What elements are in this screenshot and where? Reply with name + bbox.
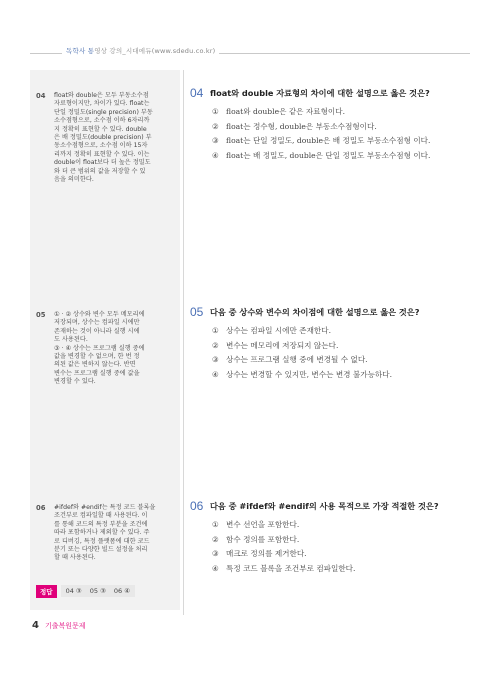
solution-line: 할 때 사용된다. [54, 554, 96, 562]
option-item [212, 105, 462, 120]
question-number: 06 [190, 499, 204, 513]
option-text: float는 정수형, double은 부동소수점형이다. [226, 121, 377, 131]
option-text: float는 단일 정밀도, double은 배 정밀도 부동소수점형 이다. [226, 136, 431, 146]
footer-title: 기출복원문제 [44, 622, 86, 630]
question-text: 다음 중 상수와 변수의 차이점에 대한 설명으로 옳은 것은? [210, 307, 420, 317]
option-mark: ③ [212, 136, 219, 146]
solution-line: 도 사용된다. [54, 336, 88, 344]
solution-line: 의된 값은 변하지 않는다. 반면 [54, 361, 136, 369]
solution-line: 따라 포함하거나 제외할 수 있다. 주 [54, 529, 150, 537]
option-item [212, 120, 462, 135]
answer-item: 04 ③ [65, 587, 82, 595]
option-text: 변수 선언을 포함한다. [226, 520, 300, 529]
solution-line: 저장되며, 상수는 컴파일 시에만 [54, 319, 140, 327]
option-item [212, 149, 462, 164]
option-mark: ② [212, 534, 219, 544]
header-subtitle: 영상 강의_시대에듀(www.sdedu.co.kr) [94, 47, 216, 55]
option-mark: ③ [212, 355, 219, 365]
solution-line: 로 디버깅, 특정 플랫폼에 대한 코드 [54, 537, 150, 545]
option-mark: ② [212, 121, 219, 131]
solution-line: 동소수점형으로, 소수점 이하 15자 [54, 142, 148, 150]
solution-line: 소수점형으로, 소수점 이하 6자리까 [54, 117, 150, 125]
solution-line: 은 배 정밀도(double precision) 부 [54, 134, 152, 142]
page-footer [32, 620, 86, 631]
option-item [212, 547, 462, 562]
solution-line: 지 정확히 표현할 수 있다. double [54, 125, 147, 133]
solution-line: 단일 정밀도(single precision) 부동 [54, 108, 153, 116]
solution-line: 와 더 큰 범위의 값을 저장할 수 있 [54, 167, 146, 175]
solution-line: 음을 의미한다. [54, 176, 94, 184]
option-text: 상수는 컴파일 시에만 존재한다. [226, 326, 332, 335]
option-text: 매크로 정의를 제거한다. [226, 549, 307, 559]
page-number: 4 [32, 620, 39, 631]
option-item [212, 533, 462, 548]
option-item [212, 134, 462, 149]
option-mark: ① [212, 107, 219, 116]
option-item [212, 368, 462, 383]
solution-line: 값을 변경할 수 없으며, 한 번 정 [54, 353, 140, 361]
header-title [62, 46, 219, 55]
option-item [212, 339, 462, 354]
option-item [212, 562, 462, 577]
solution-body [54, 92, 176, 184]
solution-line: ③ · ④ 상수는 프로그램 실행 중에 [54, 344, 145, 352]
solution-line: 자료형이지만, 차이가 있다. float는 [54, 100, 150, 108]
option-list [212, 105, 462, 163]
option-text: 상수는 프로그램 실행 중에 변경될 수 없다. [226, 355, 368, 365]
answer-label: 정답 [36, 585, 57, 598]
option-text: float와 double은 같은 자료형이다. [226, 107, 345, 116]
option-text: 상수는 변경할 수 있지만, 변수는 변경 불가능하다. [226, 369, 393, 379]
option-item [212, 353, 462, 368]
solution-line: 조건부로 컴파일할 때 사용된다. 이 [54, 512, 148, 520]
answer-key [36, 584, 135, 598]
answer-item: 05 ③ [89, 587, 106, 595]
solution-line: 변수는 프로그램 실행 중에 값을 [54, 369, 140, 377]
question-number: 04 [190, 86, 204, 100]
solution-number: 05 [36, 311, 46, 319]
option-text: float는 배 정밀도, double은 단일 정밀도 부동소수점형 이다. [226, 150, 431, 160]
solution-line: double이 float보다 더 높은 정밀도 [54, 159, 151, 167]
option-list [212, 324, 462, 382]
option-mark: ① [212, 520, 219, 529]
option-item [212, 324, 462, 339]
solution-number: 06 [36, 504, 46, 512]
solution-line: 리까지 정확히 표현할 수 있다. 이는 [54, 150, 150, 158]
answer-values [61, 585, 136, 597]
header-brand: 독학사 통 [66, 47, 95, 55]
page-header [30, 44, 470, 62]
solution-line: 존재하는 것이 아니라 실행 시에 [54, 327, 140, 335]
option-mark: ③ [212, 549, 219, 559]
answer-item: 06 ④ [113, 587, 131, 595]
option-text: 변수는 메모리에 저장되지 않는다. [226, 340, 339, 350]
solution-number: 04 [36, 92, 46, 100]
solution-line: float와 double은 모두 부동소수점 [54, 92, 149, 99]
solution-line: 변경할 수 있다. [54, 378, 96, 386]
question-text: float와 double 자료형의 차이에 대한 설명으로 옳은 것은? [210, 88, 430, 98]
option-list [212, 518, 462, 576]
question-number: 05 [190, 305, 204, 319]
solution-body [54, 504, 176, 563]
option-text: 함수 정의를 포함한다. [226, 534, 300, 544]
solution-line: 분기 또는 다양한 빌드 설정을 처리 [54, 546, 148, 554]
solution-line: 를 통해 코드의 특정 부분을 조건에 [54, 520, 148, 528]
column-divider [183, 70, 184, 615]
option-mark: ④ [212, 563, 219, 573]
option-mark: ④ [212, 150, 219, 160]
option-mark: ① [212, 326, 219, 335]
solution-body [54, 311, 176, 387]
option-mark: ② [212, 340, 219, 350]
option-text: 특정 코드 블록을 조건부로 컴파일한다. [226, 563, 356, 573]
solution-line: #ifdef와 #endif는 특정 코드 블록을 [54, 504, 156, 511]
option-mark: ④ [212, 369, 219, 379]
option-item [212, 518, 462, 533]
solution-line: ① · ② 상수와 변수 모두 메모리에 [54, 311, 145, 318]
question-text: 다음 중 #ifdef와 #endif의 사용 목적으로 가장 적절한 것은? [210, 501, 439, 511]
